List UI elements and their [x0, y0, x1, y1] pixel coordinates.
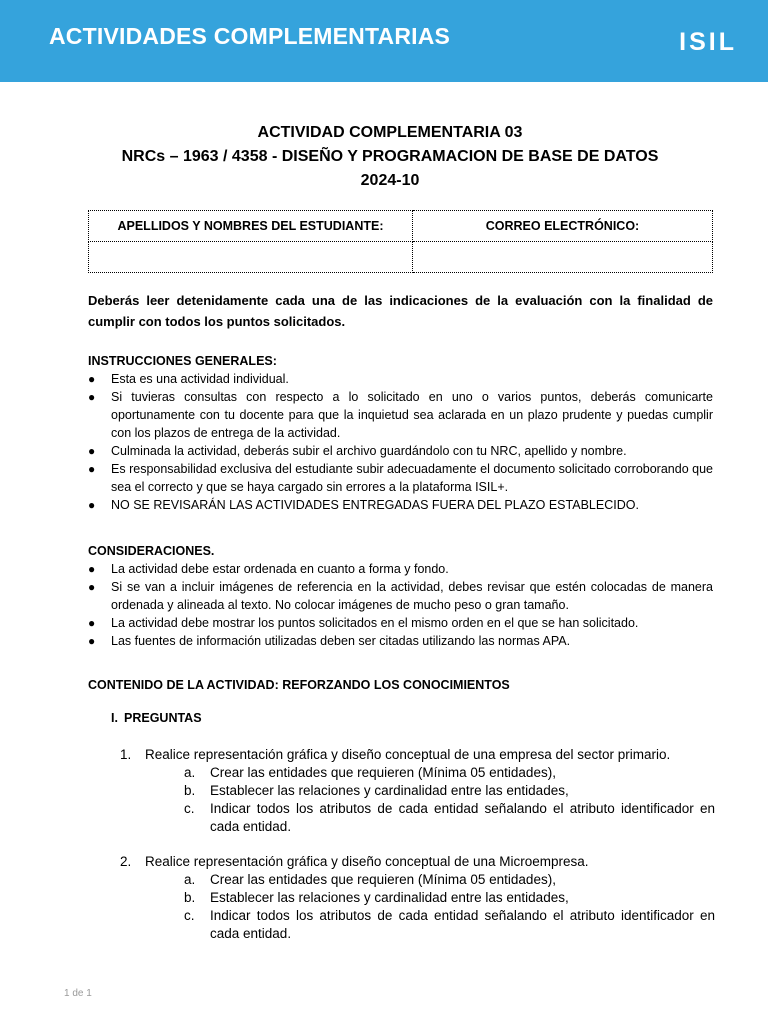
- page-number: 1 de 1: [64, 988, 92, 999]
- question-2: [120, 852, 715, 943]
- section-label: PREGUNTAS: [124, 711, 202, 725]
- preguntas-heading: [88, 709, 202, 727]
- list-item: ● Si se van a incluir imágenes de referencia en la actividad, debes revisar que estén colocadas de manera ordenada y alineada al texto. No colocar imágenes de mucho peso o gran tamaño.: [88, 580, 713, 612]
- sub-item: b. Establecer las relaciones y cardinalidad entre las entidades,: [184, 783, 569, 798]
- question-number: 1.: [120, 747, 132, 762]
- question-1: [120, 745, 715, 836]
- title-line: 2024-10: [360, 172, 420, 189]
- bullet-icon: ●: [88, 372, 96, 386]
- student-name-header: APELLIDOS Y NOMBRES DEL ESTUDIANTE:: [89, 211, 413, 242]
- section-number: I.: [111, 711, 118, 725]
- student-email-cell[interactable]: [413, 242, 713, 273]
- list-item: ● NO SE REVISARÁN LAS ACTIVIDADES ENTREGADAS FUERA DEL PLAZO ESTABLECIDO.: [88, 498, 639, 512]
- document-title: [60, 121, 720, 193]
- instrucciones-section: [88, 352, 713, 514]
- intro-paragraph: Deberás leer detenidamente cada una de las indicaciones de la evaluación con la finalidad de cumplir con todos los puntos solicitados.: [88, 293, 713, 329]
- bullet-icon: ●: [88, 462, 96, 476]
- sub-item: c. Indicar todos los atributos de cada entidad señalando el atributo identificador en cada entidad.: [184, 908, 715, 941]
- list-item: ● Esta es una actividad individual.: [88, 372, 289, 386]
- list-item: ● Si tuvieras consultas con respecto a lo solicitado en uno o varios puntos, deberás comunicarte oportunamente con tu docente para que la inquietud sea aclarada en un plazo prudente y puedas cumplir con los plazos de entrega de la actividad.: [88, 390, 713, 440]
- bullet-icon: ●: [88, 390, 96, 404]
- sub-item: a. Crear las entidades que requieren (Mínima 05 entidades),: [184, 872, 556, 887]
- list-item: ● Las fuentes de información utilizadas deben ser citadas utilizando las normas APA.: [88, 634, 571, 648]
- sub-item: c. Indicar todos los atributos de cada entidad señalando el atributo identificador en cada entidad.: [184, 801, 715, 834]
- list-item: ● Culminada la actividad, deberás subir el archivo guardándolo con tu NRC, apellido y nombre.: [88, 444, 627, 458]
- list-item: ● Es responsabilidad exclusiva del estudiante subir adecuadamente el documento solicitado corroborando que sea el correcto y que se haya cargado sin errores a la plataforma ISIL+.: [88, 462, 713, 494]
- contenido-title: CONTENIDO DE LA ACTIVIDAD: REFORZANDO LOS CONOCIMIENTOS: [88, 678, 510, 692]
- sub-item: a. Crear las entidades que requieren (Mínima 05 entidades),: [184, 765, 556, 780]
- isil-logo: ISIL: [679, 28, 737, 56]
- header-title: ACTIVIDADES COMPLEMENTARIAS: [49, 23, 451, 49]
- bullet-icon: ●: [88, 444, 96, 458]
- section-title: CONSIDERACIONES.: [88, 544, 215, 558]
- bullet-icon: ●: [88, 616, 96, 630]
- sub-item: b. Establecer las relaciones y cardinalidad entre las entidades,: [184, 890, 569, 905]
- student-name-cell[interactable]: [89, 242, 413, 273]
- student-info-table: [88, 210, 713, 273]
- question-text: 2. Realice representación gráfica y diseño conceptual de una Microempresa.: [120, 854, 589, 869]
- bullet-icon: ●: [88, 498, 96, 512]
- consideraciones-section: [88, 542, 713, 650]
- bullet-icon: ●: [88, 634, 96, 648]
- bullet-icon: ●: [88, 580, 96, 594]
- title-line: ACTIVIDAD COMPLEMENTARIA 03: [257, 124, 523, 141]
- bullet-icon: ●: [88, 562, 96, 576]
- list-item: ● La actividad debe estar ordenada en cuanto a forma y fondo.: [88, 562, 449, 576]
- page-header: [0, 0, 768, 82]
- list-item: ● La actividad debe mostrar los puntos solicitados en el mismo orden en el que se han solicitado.: [88, 616, 639, 630]
- title-line: NRCs – 1963 / 4358 - DISEÑO Y PROGRAMACION DE BASE DE DATOS: [121, 148, 659, 165]
- student-email-header: CORREO ELECTRÓNICO:: [413, 211, 713, 242]
- question-number: 2.: [120, 854, 132, 869]
- question-text: 1. Realice representación gráfica y diseño conceptual de una empresa del sector primario.: [120, 747, 671, 762]
- section-title: INSTRUCCIONES GENERALES:: [88, 354, 277, 368]
